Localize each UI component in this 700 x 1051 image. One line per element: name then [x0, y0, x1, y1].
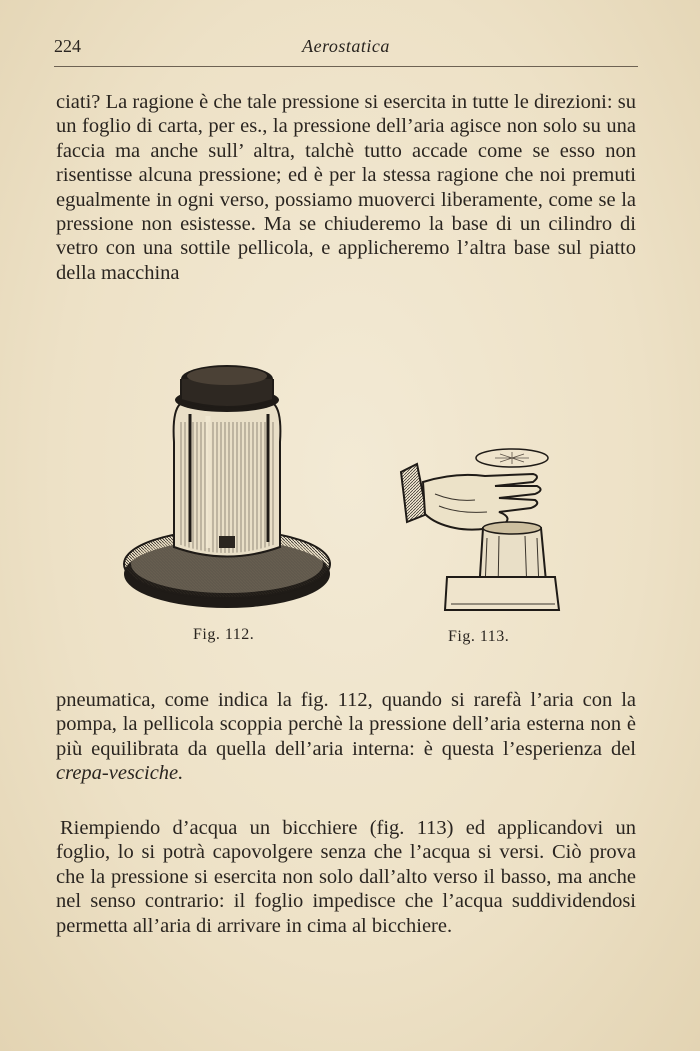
fig-113-caption: Fig. 113. [448, 628, 510, 645]
paragraph-3: Riempiendo d’acqua un bicchiere (fig. 113) ed applicandovi un foglio, lo si potrà capovolgere senza che l’acqua si versi. Ciò prova che la pressione si esercita non solo dall’alto verso il basso, ma anche nel senso contrario: il foglio impedisce che l’acqua suddividendosi permetta all’aria di arrivare in cima al bicchiere. [56, 817, 636, 937]
page-number: 224 [54, 36, 81, 56]
paragraph-2-text: pneumatica, come indica la fig. 112, quando si rarefà l’aria con la pompa, la pellicola scoppia perchè la pressione dell’aria esterna non è più equilibrata da quella dell’aria interna: è questa l’esperienza del [56, 689, 636, 760]
header-rule [54, 66, 638, 67]
paragraph-2 [56, 688, 636, 786]
paragraph-1: ciati? La ragione è che tale pressione si esercita in tutte le direzioni: su un foglio di carta, per es., la pressione dell’aria agisce non solo su una faccia ma anche sull’ altra, talchè tutto accade come se esso non risentisse alcuna pressione; ed è per la stessa ragione che noi premuti egualmente in ogni verso, possiamo muoverci liberamente, come se la pressione non esistesse. Ma se chiuderemo la base di un cilindro di vetro con una sottile pellicola, e applicheremo l’altra base sul piatto della macchina [56, 91, 636, 284]
fig-113-hand-glass-illustration [395, 442, 565, 617]
page-header [54, 34, 638, 62]
running-title: Aerostatica [302, 36, 390, 56]
fig-112-caption: Fig. 112. [193, 626, 255, 643]
fig-112-bell-jar-illustration [120, 352, 335, 614]
paragraph-2-italic-term: crepa-vesciche. [56, 762, 184, 785]
